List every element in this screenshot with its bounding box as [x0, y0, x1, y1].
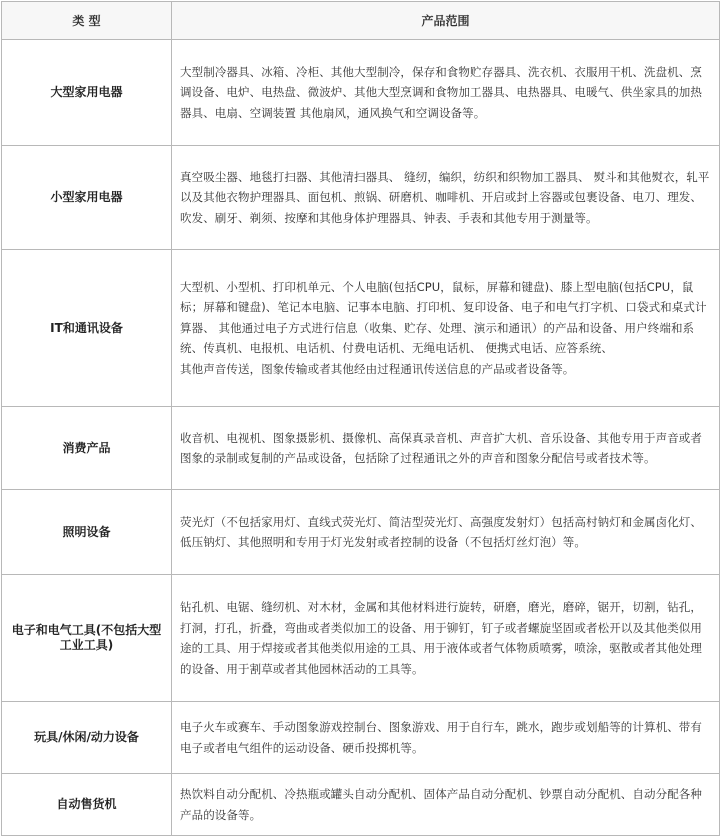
type-cell: 自动售货机: [2, 774, 172, 836]
range-cell: [172, 250, 720, 407]
type-cell: 照明设备: [2, 490, 172, 575]
range-cell: [172, 146, 720, 250]
type-cell: 消费产品: [2, 407, 172, 490]
table-row: [2, 575, 720, 702]
range-text: 大型机、小型机、打印机单元、个人电脑(包括CPU，鼠标，屏幕和键盘)、膝上型电脑(包括CPU，鼠标；屏幕和键盘)、笔记本电脑、记事本电脑、打印机、复印设备、电子和电气打字机、口袋式和桌式计算器、 其他通过电子方式进行信息（收集、贮存、处理、演示和通讯）的产品和设备、用户终端和系统、传真机、电报机、电话机、付费电话机、无绳电话机、 便携式电话、应答系统、: [180, 279, 707, 356]
range-cell: [172, 702, 720, 774]
table-row: [2, 146, 720, 250]
type-cell: IT和通讯设备: [2, 250, 172, 407]
range-text: 热饮料自动分配机、冷热瓶或罐头自动分配机、固体产品自动分配机、钞票自动分配机、自动分配各种产品的设备等。: [180, 787, 702, 822]
table-row: [2, 40, 720, 146]
type-cell: 电子和电气工具(不包括大型工业工具): [2, 575, 172, 702]
table-header-row: [2, 2, 720, 40]
range-text: 大型制冷器具、冰箱、冷柜、其他大型制冷，保存和食物贮存器具、洗衣机、衣服用干机、洗盘机、烹调设备、电炉、电热盘、微波炉、其他大型烹调和食物加工器具、电热器具、电暖气、供坐家具的加热器具、电扇、空调装置 其他扇风，通风换气和空调设备等。: [180, 64, 702, 120]
table-row: [2, 702, 720, 774]
type-column-header: 类 型: [2, 2, 172, 40]
range-text: 收音机、电视机、图象摄影机、摄像机、高保真录音机、声音扩大机、音乐设备、其他专用于声音或者图象的录制或复制的产品或设备，包括除了过程通讯之外的声音和图象分配信号或者技术等。: [180, 430, 702, 465]
range-cell: [172, 407, 720, 490]
range-text: 其他声音传送，图象传输或者其他经由过程通讯传送信息的产品或者设备等。: [180, 361, 575, 376]
range-text: 电子火车或赛车、手动图象游戏控制台、图象游戏、用于自行车，跳水，跑步或划船等的计算机、带有电子或者电气组件的运动设备、硬币投掷机等。: [180, 720, 702, 755]
range-text: 真空吸尘器、地毯打扫器、其他清扫器具、 缝纫，编织，纺织和织物加工器具、 熨斗和其他熨衣，轧平以及其他衣物护理器具、面包机、煎锅、研磨机、咖啡机、开启或封上容器或包裹设备、电刀、理发、吹发、刷牙、剃须、按摩和其他身体护理器具、钟表、手表和其他专用于测量等。: [180, 169, 710, 225]
type-cell: 大型家用电器: [2, 40, 172, 146]
range-cell: [172, 40, 720, 146]
range-text: 荧光灯（不包括家用灯、直线式荧光灯、简洁型荧光灯、高强度发射灯）包括高村钠灯和金属卤化灯、低压钠灯、其他照明和专用于灯光发射或者控制的设备（不包括灯丝灯泡）等。: [180, 514, 702, 549]
range-column-header: 产品范围: [172, 2, 720, 40]
type-cell: 玩具/休闲/动力设备: [2, 702, 172, 774]
range-cell: [172, 575, 720, 702]
range-cell: [172, 490, 720, 575]
table-row: [2, 250, 720, 407]
table-row: [2, 490, 720, 575]
table-row: [2, 774, 720, 836]
product-category-table: [1, 1, 720, 836]
range-text: 钻孔机、电锯、缝纫机、对木材，金属和其他材料进行旋转，研磨，磨光，磨碎，锯开，切割，钻孔，打洞，打孔，折叠，弯曲或者类似加工的设备、用于铆钉，钉子或者螺旋坚固或者松开以及其他类似用途的工具、用于焊接或者其他类似用途的工具、用于液体或者气体物质喷雾，喷涂，驱散或者其他处理的设备、用于割草或者其他园林活动的工具等。: [180, 600, 702, 676]
type-cell: 小型家用电器: [2, 146, 172, 250]
table-row: [2, 407, 720, 490]
range-cell: [172, 774, 720, 836]
